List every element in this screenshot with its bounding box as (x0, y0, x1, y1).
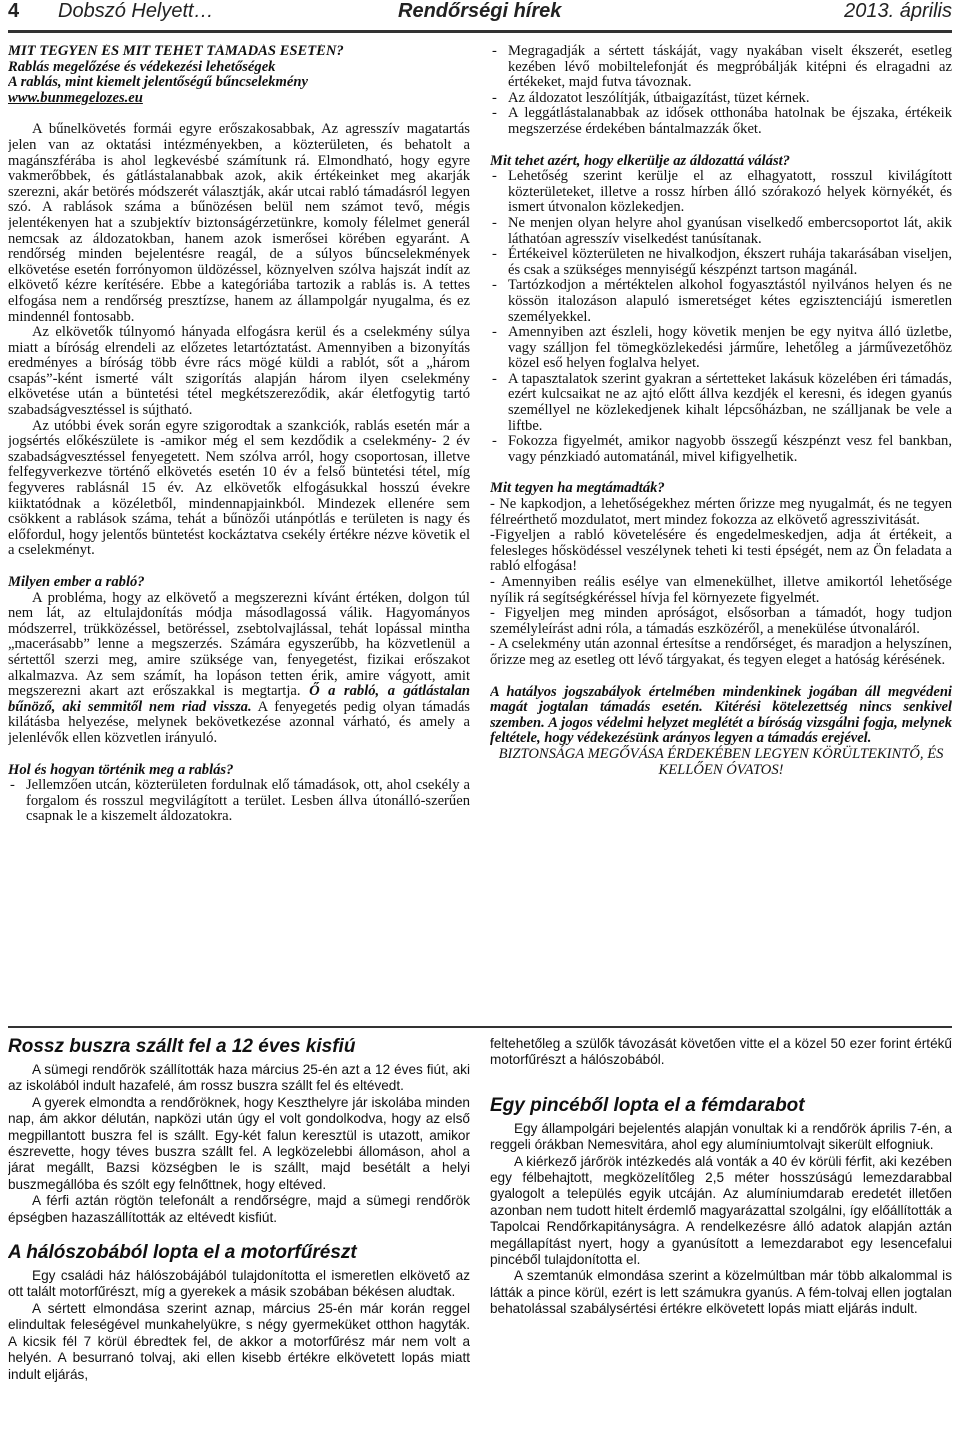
avoid-item: - Értékeivel közterületen ne hivalkodjon, ékszert ruhája takarásában viseljen, és csak a szükséges mennyiségű készpénzt tartson magánál. (490, 247, 952, 278)
article4-paragraph: A szemtanúk elmondása szerint a közelmúltban már több alkalommal is látták a pince körül, ezért is lett számukra gyanús. A fém-tolvaj ellen jogtalan behatolással szabálysértési értékre elkövetett lopás miatt eljárás indult. (490, 1268, 952, 1317)
where-item: - Jellemzően utcán, közterületen fordulnak elő támadások, ott, ahol csekély a forgalom és rosszul megvilágított a terület. Lesben állva útonálló-szerűen csapnak le a kiszemelt áldozatokra. (8, 778, 470, 825)
avoid-item: - Fokozza figyelmét, amikor nagyobb összegű készpénzt vesz fel bankban, vagy pénzkiadó automatánál, mivel kifigyelhetik. (490, 434, 952, 465)
article2-paragraph: A férfi aztán rögtön telefonált a rendőrségre, majd a sümegi rendőrök épségben hazaszállították az eltévedt kisfiút. (8, 1193, 470, 1225)
avoid-item: - Ne menjen olyan helyre ahol gyanúsan viselkedő embercsoportot lát, akik láthatóan agresszív viselkedést tanúsítanak. (490, 216, 952, 247)
article1-subtitle1: Rablás megelőzése és védekezési lehetőségek (8, 58, 276, 75)
page-number: 4 (8, 0, 20, 22)
attacked-item: -Figyeljen a rabló követelésére és engedelmeskedjen, adja át értékeit, a felesleges hősködéssel veszélynek teheti ki testi épségét, nem az Ön feladata a rabló elfogása! (490, 527, 952, 575)
publication-name: Dobszó Helyett… (58, 0, 214, 22)
avoid-item: - Tartózkodjon a mértéktelen alkohol fogyasztástól nyilvános helyen és ne kössön italozáson alapuló ismeretséget kétes egzisztenciájú ismeretlen személyekkel. (490, 278, 952, 325)
issue-date: 2013. április (844, 0, 952, 22)
article2-paragraph: A sümegi rendőrök szállították haza március 25-én azt a 12 éves fiút, aki az iskolából indult hazafelé, ám rossz buszra szállt fel és eltévedt. (8, 1062, 470, 1094)
robber-emphasis: Ő a rabló, a gátlástalan bűnöző, aki semmitől nem riad vissza. (8, 683, 470, 715)
article3-paragraph: Egy családi ház hálószobájából tulajdonítottа el ismeretlen elkövető az ott talált motorfűrészt, míg a gyerekek a másik szobában békésen aludtak. (8, 1268, 470, 1300)
section-name: Rendőrségi hírek (398, 0, 562, 22)
attacked-item: - A cselekmény után azonnal értesítse a rendőrséget, és maradjon a helyszínen, őrizze meg az esetleg ott lévő tárgyakat, és tegyen eleget a hatóság kérésének. (490, 636, 952, 668)
article1-paragraph: Az elkövetők túlnyomó hányada elfogásra kerül és a cselekmény súlya miatt a bíróság elrendeli az előzetes letartóztatást. Amennyiben a bizonyítás eredményes a bíróság több évre rács mögé küldi a rablót, sőt a „három csapás”-ként ismerté vált szigorítás alapján három ilyen cselekmény elkövetése után a büntetési tétel megkétszereződik, akár életfogytig tartó szabadságvesztéssel is sújtható. (8, 324, 470, 419)
closing-note: BIZTONSÁGA MEGŐVÁSA ÉRDEKÉBEN LEGYEN KÖRÜLTEKINTŐ, ÉS KELLŐEN ÓVATOS! (498, 745, 944, 778)
bottom-right-column (490, 1036, 952, 1442)
attacked-item: - Ne kapkodjon, a lehetőségekhez mérten őrizze meg nyugalmát, és ne tegyen félreérthető mozdulatot, mert mindez fokozza az elkövető agresszivitását. (490, 496, 952, 528)
avoid-item: - A tapasztalatok szerint gyakran a sértetteket lakásuk közelében éri támadás, ezért kulcsaikat ne az ajtó előtt állva kezdjék el keresni, és idegen gyanús személlyel ne közlekedjenek kihalt lépcsőházban, ne szálljanak be vele a liftbe. (490, 372, 952, 434)
article2-paragraph: A gyerek elmondta a rendőröknek, hogy Keszthelyre jár iskolába minden nap, ám akkor délután, napközi után úgy el volt gondolkodva, hogy az első megpillantott buszra fel is szállt. Egy-két falun keresztül is utazott, amikor észrevette, hogy téves buszra szállt fel. A legközelebbi állomáson, ahol a járat megállt, Bazsi községben le is szállt, majd besétált a helyi buszmegállóba és szólt egy felnőttnek, hogy eltéved. (8, 1094, 470, 1192)
article3-title: A hálószobából lopta el a motorfűrészt (8, 1242, 357, 1264)
article1-title: MIT TEGYEN ÉS MIT TEHET TÁMADÁS ESETÉN? (8, 44, 344, 59)
section-divider (8, 1026, 952, 1028)
attacked-heading: Mit tegyen ha megtámadták? (490, 480, 665, 497)
article1-right-column (490, 44, 952, 1024)
article3-paragraph: A sértett elmondása szerint aznap, március 25-én már korán reggel elindultak feleségével munkahelyükre, s négy gyermeküket otthon hagyták. A kicsik fél 7 körül ébredtek fel, de akkor a motorfűrész már nem volt a helyén. A besurranó tolvaj, aki ellen kisebb értékre elkövetett lopás miatt indult eljárás, (8, 1300, 470, 1382)
article1-paragraph: A bűnelkövetés formái egyre erőszakosabbak, Az agresszív magatartás jelen van az oktatási intézményekben, a közterületen, és behatolt a magánszférába is ahol legkevésbé számítunk rá. Elmondható, hogy egyre vakmerőbbek, és gátlástalanabbak azok, akik értékeinket meg akarják szerezni, akár betörés módszerét választják, akár utcai rabló támadásról legyen szó. A rablások száma a bűnözésen belül nem számot tevő, mégis jelentékenyen hat a szubjektív biztonságérzetünkre, komoly félelmet generál nemcsak az áldozatokban, hanem azok ismerősei körében egyaránt. A rendőrség minden bejelentésre reagál, de a súlyos bűncselekmények elkövetése esetén forrónyomon üldözéssel, köznyelven szólva hajszát indít az elkövető kézre kerítésére. Ebbe a kategóriába tartozik a rablás is. A tettes elfogása nem a rendőrség presztízse, hanem az állampolgár nyugalma, és ez mindennél fontosabb. (8, 121, 470, 325)
article4-paragraph: Egy állampolgári bejelentés alapján vonultak ki a rendőrök április 7-én, a reggeli órákban Nemesvitára, ahol egy alumíniumtolvajt sikerült elfogniuk. (490, 1120, 952, 1153)
robber-paragraph: A probléma, hogy az elkövető a megszerezni kívánt értéken, dolgon túl nem lát, az eltulajdonítás módja másodlagossá válik. Hagyományos módszerrel, trükközéssel, betöréssel, zsebtolvajlással, tehát lopással mintha „macerásabb” lenne a megszerzés. Számára egyszerűbb, ha közvetlenül a sértettől szerzi meg, amire szüksége van, fenyegetést, fizikai erőszakot alkalmazva. Az sem számít, ha lopáson tetten érik, amire vágyott, amit megszerezni akart azt erőszakkal is megtartja. Ő a rabló, a gátlástalan bűnöző, aki semmitől nem riad vissza. A fenyegetés pedig olyan támadás kilátásba helyezése, melynek bekövetkezése azonnal várható, és amely a jelenlévők ellen közvetlen irányuló. (8, 589, 470, 746)
header-divider (8, 30, 952, 33)
avoid-heading: Mit tehet azért, hogy elkerülje az áldozattá válást? (490, 152, 790, 169)
bottom-left-column (8, 1036, 470, 1442)
where-item: - Megragadják a sértett táskáját, vagy nyakában viselt ékszerét, esetleg kezében lévő mobiltelefonját és megpróbálják kitépni és elragadni az értékeket, majd futva távoznak. (490, 44, 952, 91)
avoid-item: - Lehetőség szerint kerülje el az elhagyatott, rosszul kivilágított közterületeket, illetve a rossz hírben álló szórakozó helyek környékét, és ismert útvonalon közlekedjen. (490, 169, 952, 216)
article4-paragraph: A kiérkező járőrök intézkedés alá vonták a 40 év körüli férfit, aki kezében egy félbehajtott, megközelítőleg 2,5 méter hosszúságú lemezdarabbal gyalogolt a település egyik utcáján. Az alumíniumdarab eredetét illetően azonban nem tudott hitelt érdemlő magyarázattal szolgálni, így előállították a Tapolcai Rendőrkapitányságra. A rendelkezésre álló adatok alapján aztán megállapítást nyert, hogy a gyanúsított a lemezdarabot egy lesencefalui pincéből tulajdonította el. (490, 1153, 952, 1268)
where-item: - A leggátlástalanabbak az idősek otthonába hatolnak be éjszaka, értékeik megszerzése érdekében bántalmazzák őket. (490, 106, 952, 137)
article1-link[interactable]: www.bunmegelozes.eu (8, 89, 143, 106)
article2-title: Rossz buszra szállt fel a 12 éves kisfiú (8, 1036, 356, 1057)
robber-heading: Milyen ember a rabló? (8, 574, 145, 590)
closing-statement: A hatályos jogszabályok értelmében mindenkinek jogában áll megvédeni magát jogtalan támadás esetén. Kitérési kötelezettség nincs senkivel szemben. A jogos védelmi helyzet meglétét a bíróság vizsgálni fogja, melynek feltétele, hogy védekezésünk arányos legyen a támadás erejével. (490, 683, 952, 747)
article1-paragraph: Az utóbbi évek során egyre szigorodtak a szankciók, rablás esetén már a jogsértés előkészülete is -amikor még el sem kezdődik a cselekmény- 2 év szabadságvesztéssel fenyegetett. Nem szólva arról, hogy csoportosan, illetve felfegyverkezve történő elkövetés esetén 10 év a felső büntetési tétel, míg fegyveres rablásnál 15 év. Az elkövetők elfogásukkal hosszú évekre kiiktatódnak a közéletből, mindennapjainkból. Mindezek ellenére sem csökkent a rablások száma, tehát a bűnözői utánpótlás e területen is nagy és előfordul, hogy jelentős büntetést kockáztatva csekély értékre nézve követik el a cselekményt. (8, 417, 470, 559)
article4-title: Egy pincéből lopta el a fémdarabot (490, 1094, 805, 1116)
attacked-item: - Figyeljen meg minden apróságot, elsősorban a támadót, hogy tudjon személyleírást adni róla, a támadás eszközéről, a menekülése útvonaláról. (490, 605, 952, 637)
article1-left-column (8, 44, 470, 1024)
where-item: - Az áldozatot leszólítják, útbaigazítást, tüzet kérnek. (490, 91, 952, 107)
attacked-item: - Amennyiben reális esélye van elmenekülhet, illetve amikortól lehetősége nyílik rá segítségkéréssel hívja fel környezete figyelmét. (490, 574, 952, 606)
where-heading: Hol és hogyan történik meg a rablás? (8, 761, 234, 778)
page-header (8, 0, 952, 26)
article1-subtitle2: A rablás, mint kiemelt jelentőségű bűncselekmény (8, 74, 308, 91)
avoid-item: - Amennyiben azt észleli, hogy követik menjen be egy nyitva álló üzletbe, vagy szálljon fel tömegközlekedési járműre, lehetőleg a járművezetőhöz közel eső helyen foglalva helyet. (490, 325, 952, 372)
article3-continued: feltehetőleg a szülők távozását követően vitte el a közel 50 ezer forint értékű motorfűrészt a hálószobából. (490, 1036, 952, 1068)
